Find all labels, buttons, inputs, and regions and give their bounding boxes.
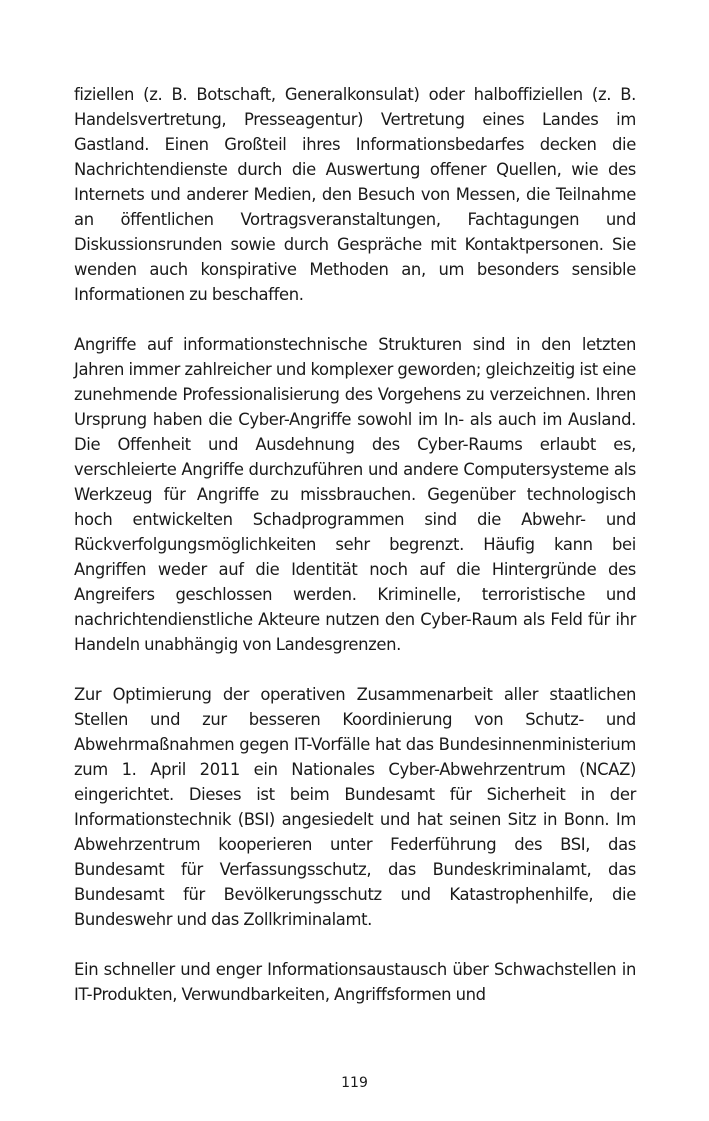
page-number: 119: [341, 1075, 368, 1091]
paragraph-2: Angriffe auf informationstechnische Strukturen sind in den letzten Jahren immer zahlreicher und komplexer geworden; gleichzeitig ist eine zunehmende Professionalisierung des Vorgehens zu verzeichnen. Ihren Ursprung haben die Cyber-Angriffe sowohl im In- als auch im Ausland. Die Offenheit und Ausdehnung des Cyber-Raums erlaubt es, verschleierte Angriffe durchzuführen und andere Computersysteme als Werkzeug für Angriffe zu missbrauchen. Gegenüber technologisch hoch entwickelten Schadprogrammen sind die Abwehr- und Rückverfolgungsmöglichkeiten sehr begrenzt. Häufig kann bei Angriffen weder auf die Identität noch auf die Hintergründe des Angreifers geschlossen werden. Kriminelle, terroristische und nachrichtendienstliche Akteure nutzen den Cyber-Raum als Feld für ihr Handeln unabhängig von Landesgrenzen.: [74, 335, 636, 654]
page-body: [74, 82, 636, 1032]
paragraph-1: fiziellen (z. B. Botschaft, Generalkonsulat) oder halboffiziellen (z. B. Handelsvertretung, Presseagentur) Vertretung eines Landes im Gastland. Einen Großteil ihres Informationsbedarfes decken die Nachrichtendienste durch die Auswertung offener Quellen, wie des Internets und anderer Medien, den Besuch von Messen, die Teilnahme an öffentlichen Vortragsveranstaltungen, Fachtagungen und Diskussionsrunden sowie durch Gespräche mit Kontaktpersonen. Sie wenden auch konspirative Methoden an, um besonders sensible Informationen zu beschaffen.: [74, 85, 636, 304]
paragraph-4: Ein schneller und enger Informationsaustausch über Schwachstellen in IT-Produkten, Verwundbarkeiten, Angriffsformen und: [74, 960, 636, 1004]
paragraph-3: Zur Optimierung der operativen Zusammenarbeit aller staatlichen Stellen und zur besseren Koordinierung von Schutz- und Abwehrmaßnahmen gegen IT-Vorfälle hat das Bundesinnenministerium zum 1. April 2011 ein Nationales Cyber-Abwehrzentrum (NCAZ) eingerichtet. Dieses ist beim Bundesamt für Sicherheit in der Informationstechnik (BSI) angesiedelt und hat seinen Sitz in Bonn. Im Abwehrzentrum kooperieren unter Federführung des BSI, das Bundesamt für Verfassungsschutz, das Bundeskriminalamt, das Bundesamt für Bevölkerungsschutz und Katastrophenhilfe, die Bundeswehr und das Zollkriminalamt.: [74, 685, 636, 929]
